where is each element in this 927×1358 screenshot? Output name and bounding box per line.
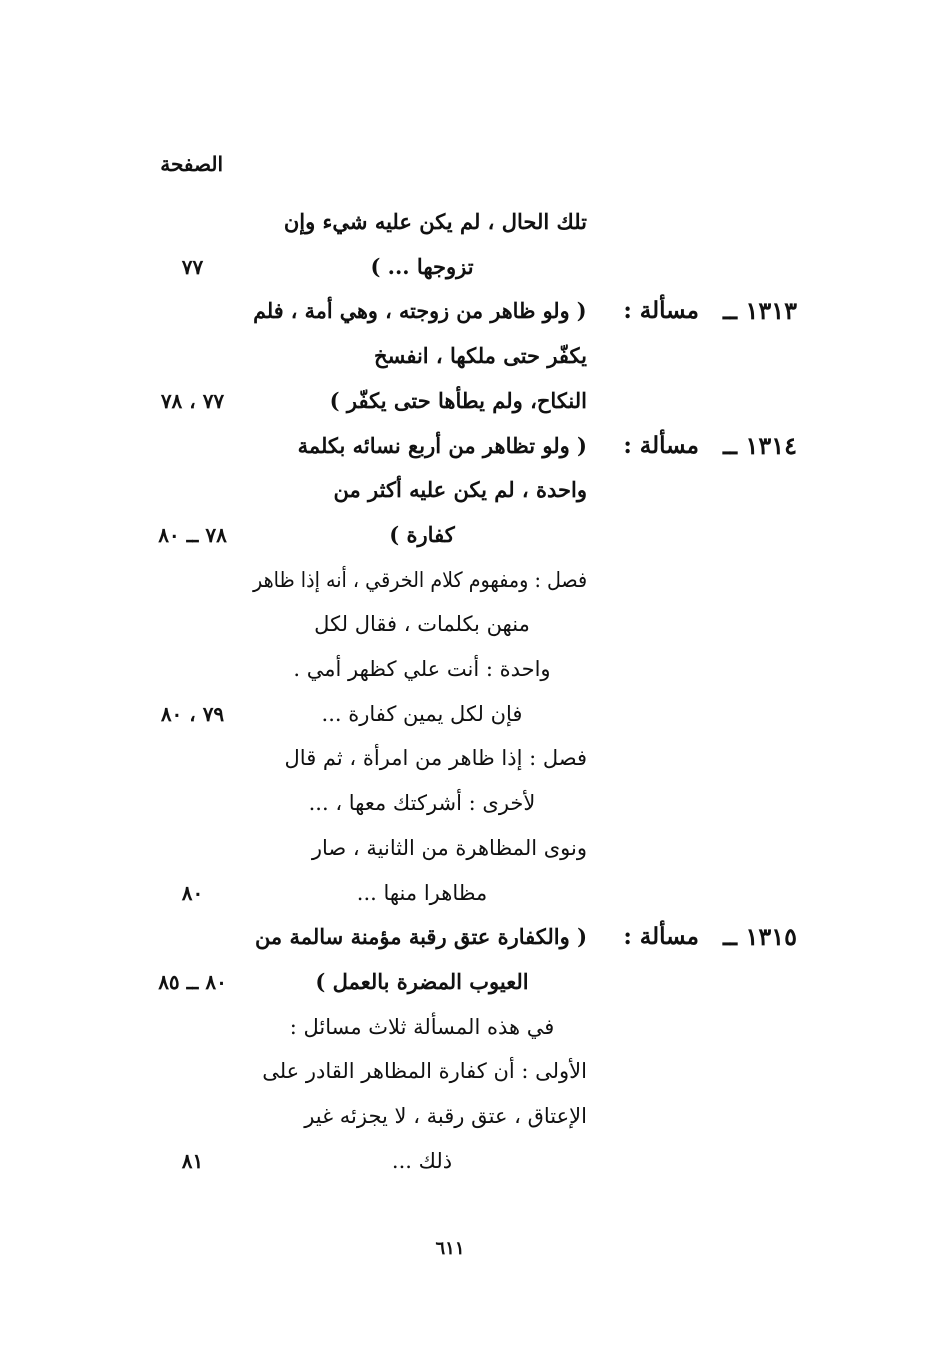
index-line (0, 962, 927, 1002)
page-column-heading: الصفحة (160, 152, 223, 176)
index-line (0, 470, 927, 510)
index-line (0, 381, 927, 421)
page-reference: ٨٠ (181, 881, 204, 905)
entry-text: مظاهرا منها ... (356, 881, 488, 905)
entry-text: فصل : إذا ظاهر من امرأة ، ثم قال (284, 746, 587, 770)
page-reference: ٧٨ ــ ٨٠ (158, 523, 227, 547)
entry-text: ذلك ... (391, 1149, 453, 1173)
entry-text: الأولى : أن كفارة المظاهر القادر على (262, 1059, 587, 1083)
entry-text: واحدة : أنت علي كظهر أمي . (293, 657, 551, 681)
entry-text: النكاح، ولم يطأها حتى يكفّر ) (329, 388, 587, 413)
page-reference: ٧٧ ، ٧٨ (160, 389, 225, 413)
index-line (0, 336, 927, 376)
entry-text: ( ولو تظاهر من أربع نسائه بكلمة (297, 433, 587, 458)
entry-text: ونوى المظاهرة من الثانية ، صار (311, 836, 587, 860)
entry-text: الإعتاق ، عتق رقبة ، لا يجزئه غير (304, 1104, 587, 1128)
entry-text: فإن لكل يمين كفارة ... (321, 702, 523, 726)
page-number: ٦١١ (435, 1238, 465, 1259)
entry-text: يكفّر حتى ملكها ، انفسخ (374, 343, 587, 368)
index-line (0, 738, 927, 778)
entry-text: منهن بكلمات ، فقال لكل (314, 612, 530, 636)
entry-text: تلك الحال ، لم يكن عليه شيء وإن (283, 209, 587, 234)
entry-text: واحدة ، لم يكن عليه أكثر من (333, 477, 587, 502)
index-line (0, 515, 927, 555)
entry-text: كفارة ) (389, 522, 455, 547)
index-line (0, 873, 927, 913)
page-reference: ٨١ (181, 1149, 204, 1173)
page-reference: ٧٩ ، ٨٠ (160, 702, 225, 726)
index-line (0, 783, 927, 823)
entry-text: تزوجها ... ) (370, 254, 474, 279)
index-line (0, 202, 927, 242)
index-line (0, 917, 927, 957)
entry-text: لأخرى : أشركتك معها ، ... (308, 791, 536, 815)
index-line (0, 426, 927, 466)
index-line (0, 1096, 927, 1136)
page-reference: ٨٠ ــ ٨٥ (158, 970, 227, 994)
entry-text: في هذه المسألة ثلاث مسائل : (289, 1015, 555, 1039)
index-line (0, 604, 927, 644)
issue-label: مسألة : (623, 297, 699, 324)
entry-text: ( ولو ظاهر من زوجته ، وهي أمة ، فلم (253, 298, 587, 323)
page-reference: ٧٧ (181, 255, 204, 279)
index-line (0, 1051, 927, 1091)
entry-text: العيوب المضرة بالعمل ) (315, 969, 529, 994)
issue-number: ١٣١٥ ــ (723, 922, 797, 951)
index-line (0, 649, 927, 689)
issue-number: ١٣١٣ ــ (723, 296, 797, 325)
issue-label: مسألة : (623, 923, 699, 950)
entry-text: فصل : ومفهوم كلام الخرقي ، أنه إذا ظاهر (252, 568, 587, 592)
index-line (0, 694, 927, 734)
index-line (0, 828, 927, 868)
index-line (0, 1141, 927, 1181)
issue-label: مسألة : (623, 432, 699, 459)
index-line (0, 560, 927, 600)
issue-number: ١٣١٤ ــ (723, 431, 797, 460)
index-line (0, 291, 927, 331)
index-line (0, 1007, 927, 1047)
entry-text: ( والكفارة عتق رقبة مؤمنة سالمة من (254, 924, 587, 949)
index-line (0, 247, 927, 287)
